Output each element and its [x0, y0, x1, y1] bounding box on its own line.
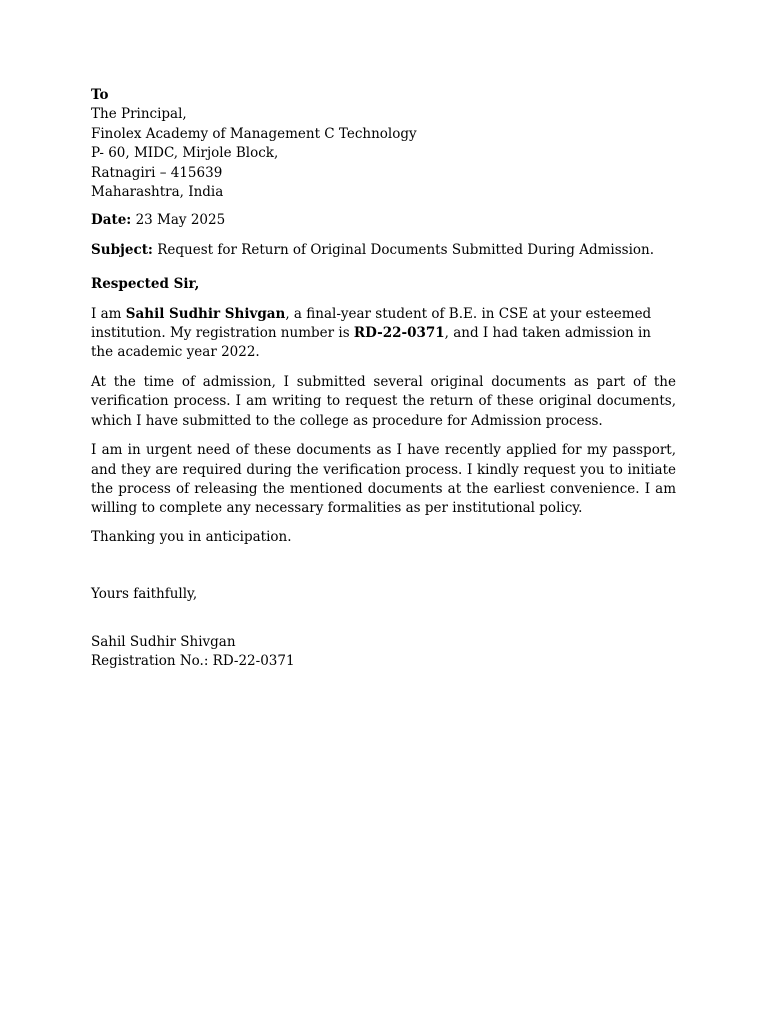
- recipient-block: [91, 86, 676, 202]
- recipient-line: Ratnagiri – 415639: [91, 164, 223, 181]
- recipient-line: P- 60, MIDC, Mirjole Block,: [91, 145, 279, 162]
- signature-registration: Registration No.: RD-22-0371: [91, 652, 295, 669]
- body-paragraph-2: At the time of admission, I submitted several original documents as part of the verification process. I am writing to request the return of these original documents, which I have submitted to the college as procedure for Admission process.: [91, 373, 676, 429]
- p1-end: , and I had taken admission in the academic year 2022.: [91, 325, 651, 361]
- p1-mid: , a final-year student of B.E. in CSE at your esteemed institution. My registration number is: [91, 305, 652, 342]
- date-value: 23 May 2025: [135, 212, 226, 229]
- recipient-line: The Principal,: [91, 106, 187, 123]
- date-line: [91, 211, 676, 230]
- recipient-line: Finolex Academy of Management C Technology: [91, 125, 417, 142]
- to-heading: To: [91, 87, 109, 103]
- salutation: Respected Sir,: [91, 276, 200, 293]
- subject-line: [91, 241, 676, 260]
- p1-intro: I am: [91, 305, 126, 322]
- subject-value: Request for Return of Original Documents Submitted During Admission.: [157, 241, 655, 258]
- signature-block: [91, 633, 676, 672]
- closing: Yours faithfully,: [91, 586, 198, 603]
- student-name: Sahil Sudhir Shivgan: [125, 305, 286, 322]
- subject-label: Subject:: [91, 241, 153, 258]
- thanks-line: Thanking you in anticipation.: [91, 528, 292, 545]
- date-label: Date:: [91, 212, 132, 229]
- body-paragraph-1: [91, 305, 676, 363]
- registration-number: RD-22-0371: [353, 325, 445, 342]
- body-paragraph-3: I am in urgent need of these documents as I have recently applied for my passport, and they are required during the verification process. I kindly request you to initiate the process of releasing the mentioned documents at the earliest convenience. I am willing to complete any necessary formalities as per institutional policy.: [91, 442, 676, 517]
- signature-name: Sahil Sudhir Shivgan: [91, 633, 236, 650]
- recipient-line: Maharashtra, India: [91, 184, 224, 201]
- letter-page: [91, 86, 676, 671]
